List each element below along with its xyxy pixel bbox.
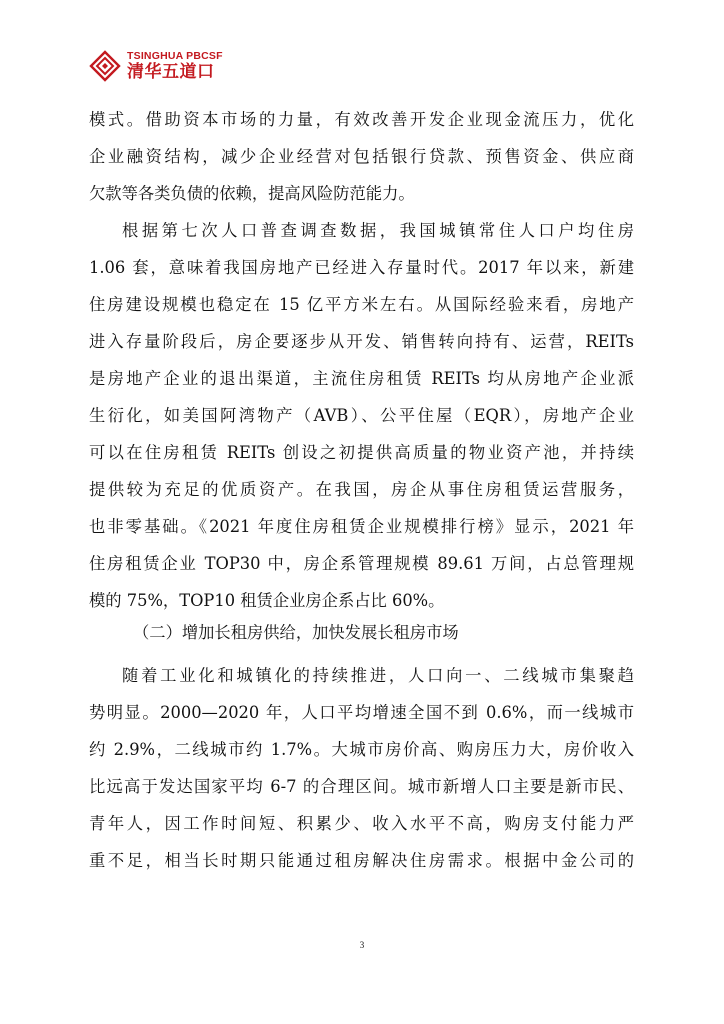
paragraph-line: 住房建设规模也稳定在 15 亿平方米左右。从国际经验来看，房地产 <box>89 295 634 314</box>
logo-chinese-text: 清华五道口 <box>127 62 215 82</box>
paragraph-line: 模式。借助资本市场的力量，有效改善开发企业现金流压力，优化 <box>89 110 634 129</box>
logo-english-text: TSINGHUA PBCSF <box>127 50 223 62</box>
paragraph-line: 住房租赁企业 TOP30 中，房企系管理规模 89.61 万间，占总管理规 <box>89 554 634 573</box>
tsinghua-pbcsf-logo-icon <box>89 50 121 82</box>
paragraph-line: 模的 75%，TOP10 租赁企业房企系占比 60%。 <box>89 591 445 610</box>
paragraph-line: 比远高于发达国家平均 6-7 的合理区间。城市新增人口主要是新市民、 <box>89 777 634 796</box>
paragraph-line: 提供较为充足的优质资产。在我国，房企从事住房租赁运营服务， <box>89 480 634 499</box>
paragraph-line: 欠款等各类负债的依赖，提高风险防范能力。 <box>89 184 415 203</box>
paragraph-line: 可以在住房租赁 REITs 创设之初提供高质量的物业资产池，并持续 <box>89 443 634 462</box>
paragraph-line: 1.06 套，意味着我国房地产已经进入存量时代。2017 年以来，新建 <box>89 258 634 277</box>
page-number: 3 <box>359 940 365 950</box>
paragraph-line: 企业融资结构，减少企业经营对包括银行贷款、预售资金、供应商 <box>89 147 634 166</box>
paragraph-line: 是房地产企业的退出渠道，主流住房租赁 REITs 均从房地产企业派 <box>89 369 634 388</box>
paragraph-line: 生衍化，如美国阿湾物产（AVB）、公平住屋（EQR），房地产企业 <box>89 406 634 425</box>
paragraph-line: 根据第七次人口普查调查数据，我国城镇常住人口户均住房 <box>122 221 634 240</box>
paragraph-line: 青年人，因工作时间短、积累少、收入水平不高，购房支付能力严 <box>89 814 634 833</box>
section-heading: （二）增加长租房供给，加快发展长租房市场 <box>133 623 459 642</box>
paragraph-line: 随着工业化和城镇化的持续推进，人口向一、二线城市集聚趋 <box>122 666 634 685</box>
paragraph-line: 进入存量阶段后，房企要逐步从开发、销售转向持有、运营，REITs <box>89 332 634 351</box>
header-logo <box>89 48 223 84</box>
paragraph-line: 也非零基础。《2021 年度住房租赁企业规模排行榜》显示，2021 年 <box>89 517 634 536</box>
paragraph-line: 约 2.9%，二线城市约 1.7%。大城市房价高、购房压力大，房价收入 <box>89 740 634 759</box>
paragraph-line: 势明显。2000—2020 年，人口平均增速全国不到 0.6%，而一线城市 <box>89 703 634 722</box>
paragraph-line: 重不足，相当长时期只能通过租房解决住房需求。根据中金公司的 <box>89 851 634 870</box>
